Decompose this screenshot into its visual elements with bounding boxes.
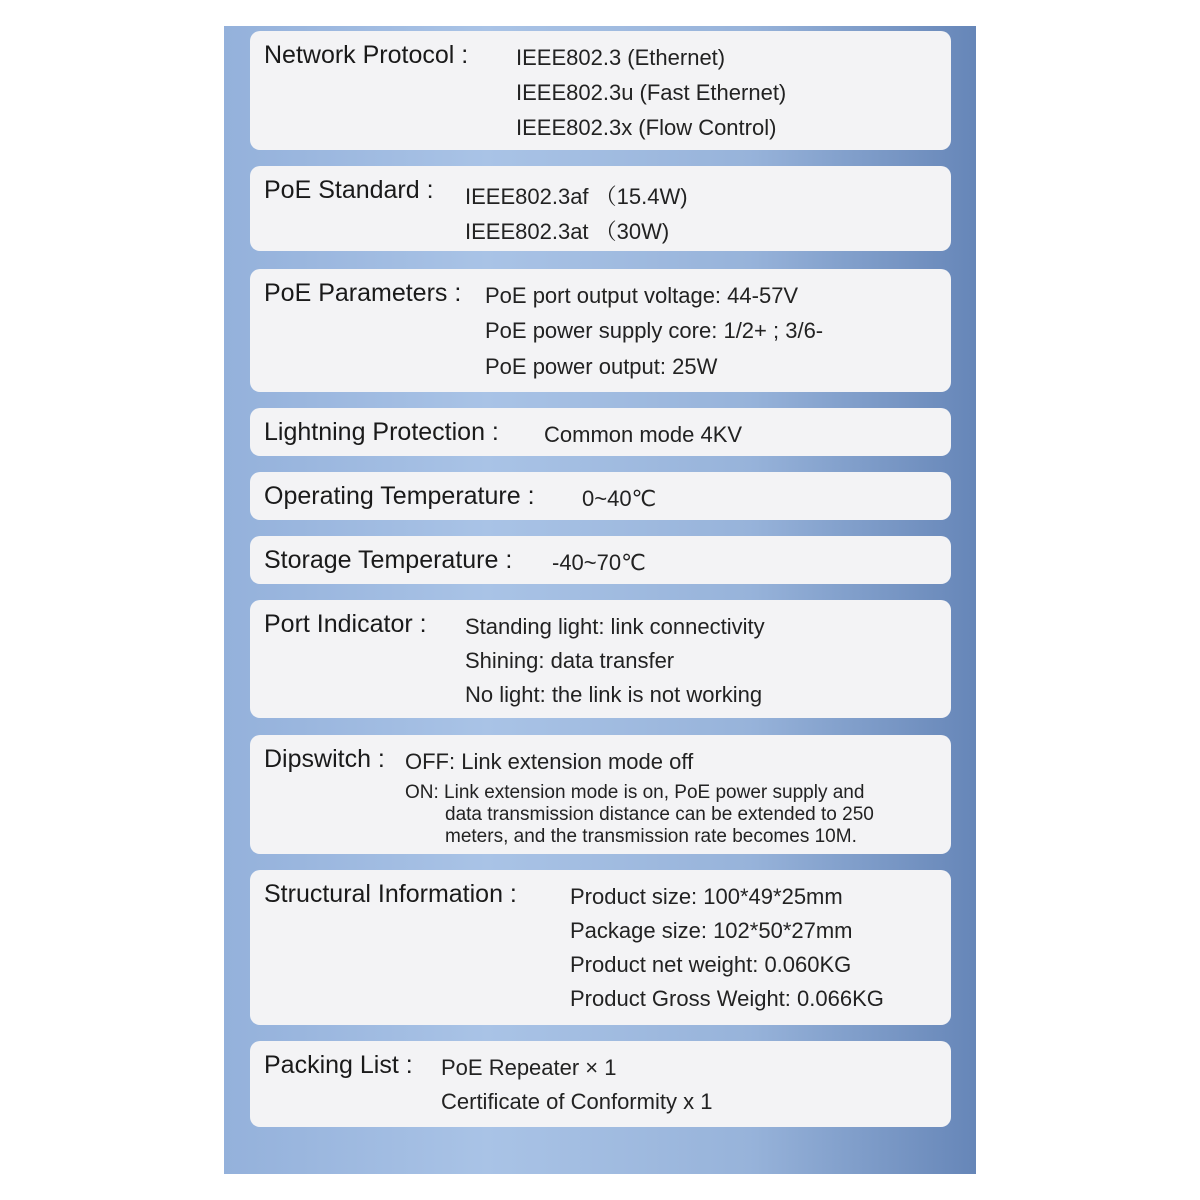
spec-value: Certificate of Conformity x 1	[441, 1089, 713, 1114]
spec-label: PoE Parameters :	[264, 279, 462, 307]
spec-value-on: meters, and the transmission rate becomes 10M.	[445, 826, 857, 847]
spec-card-structural-information	[250, 870, 951, 1025]
spec-card-storage-temperature	[250, 536, 951, 584]
spec-value: PoE port output voltage: 44-57V	[485, 283, 799, 308]
spec-card-port-indicator	[250, 600, 951, 718]
spec-card-packing-list	[250, 1041, 951, 1127]
spec-label: Dipswitch :	[264, 745, 385, 773]
spec-value: PoE power output: 25W	[485, 354, 718, 379]
spec-label: Lightning Protection :	[264, 418, 499, 446]
spec-card-poe-standard	[250, 166, 951, 251]
spec-value-off: OFF: Link extension mode off	[405, 749, 694, 774]
spec-value: PoE Repeater × 1	[441, 1055, 617, 1080]
spec-value: IEEE802.3 (Ethernet)	[516, 45, 726, 70]
spec-value: IEEE802.3af （15.4W)	[465, 184, 688, 209]
spec-card-poe-parameters	[250, 269, 951, 392]
spec-value: Product net weight: 0.060KG	[570, 952, 852, 977]
spec-value: Product Gross Weight: 0.066KG	[570, 986, 884, 1011]
spec-label: Operating Temperature :	[264, 482, 535, 510]
spec-label: Structural Information :	[264, 880, 517, 908]
spec-card-operating-temperature	[250, 472, 951, 520]
spec-value: 0~40℃	[582, 486, 657, 511]
spec-value: -40~70℃	[552, 550, 646, 575]
spec-card-dipswitch	[250, 735, 951, 854]
spec-value: IEEE802.3at （30W)	[465, 219, 670, 244]
spec-label: PoE Standard :	[264, 176, 434, 204]
spec-label: Port Indicator :	[264, 610, 427, 638]
spec-value: No light: the link is not working	[465, 682, 763, 707]
spec-value: IEEE802.3u (Fast Ethernet)	[516, 80, 787, 105]
spec-value: Shining: data transfer	[465, 648, 675, 673]
spec-value-on: ON: Link extension mode is on, PoE power supply and	[405, 782, 865, 803]
spec-label: Network Protocol :	[264, 41, 469, 69]
spec-value: IEEE802.3x (Flow Control)	[516, 115, 777, 140]
spec-value: PoE power supply core: 1/2+ ; 3/6-	[485, 318, 824, 343]
spec-card-network-protocol	[250, 31, 951, 150]
spec-value: Product size: 100*49*25mm	[570, 884, 843, 909]
spec-value-on: data transmission distance can be extended to 250	[445, 804, 874, 825]
spec-card-lightning-protection	[250, 408, 951, 456]
spec-label: Packing List :	[264, 1051, 413, 1079]
spec-label: Storage Temperature :	[264, 546, 513, 574]
spec-value: Package size: 102*50*27mm	[570, 918, 853, 943]
spec-value: Standing light: link connectivity	[465, 614, 765, 639]
spec-value: Common mode 4KV	[544, 422, 743, 447]
